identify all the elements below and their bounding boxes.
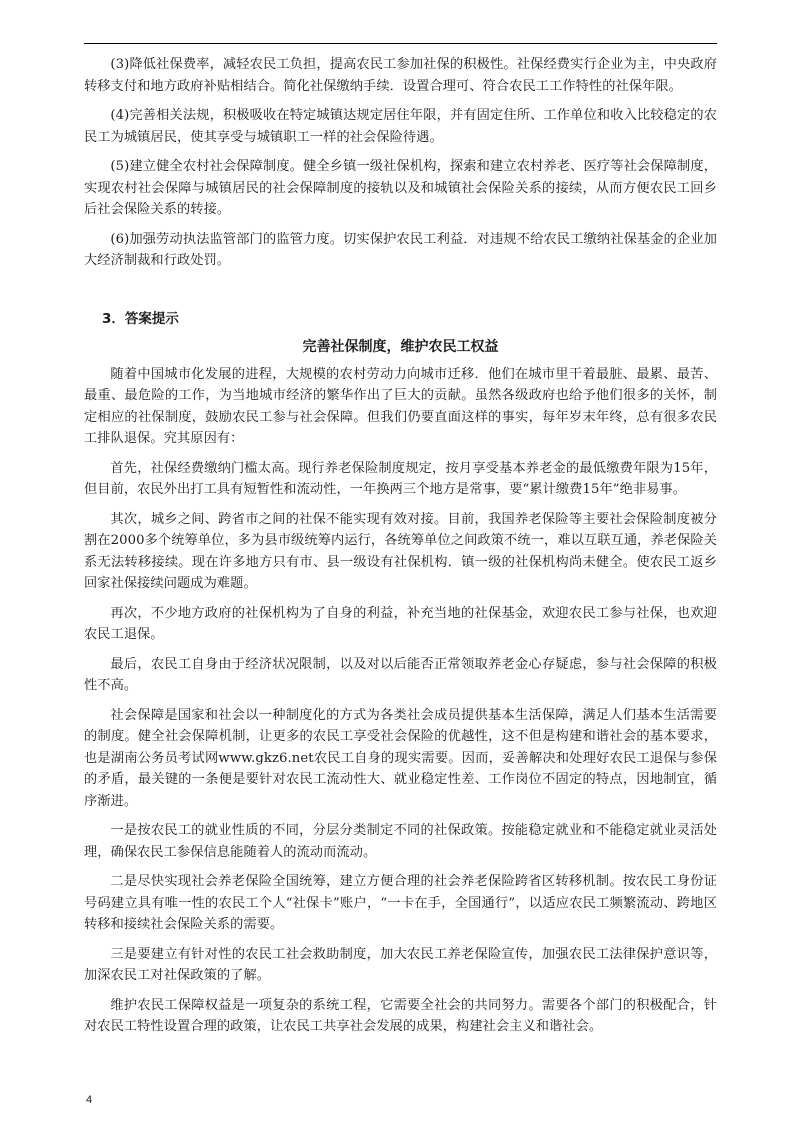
header-rule: [84, 43, 717, 44]
article-paragraph: 随着中国城市化发展的进程，大规模的农村劳动力向城市迁移．他们在城市里干着最脏、最累、最苦、最重、最危险的工作，为当地城市经济的繁华作出了巨大的贡献。虽然各级政府也给予他们很多的关怀，制定相应的社保制度，鼓励农民工参与社会保障。但我们仍要直面这样的事实，每年岁末年终，总有很多农民工排队退保。究其原因有：: [84, 366, 717, 446]
measure-paragraph: (4)完善相关法规，积极吸收在特定城镇达规定居住年限，并有固定住所、工作单位和收入比较稳定的农民工为城镇居民，使其享受与城镇职工一样的社会保险待遇。: [84, 108, 717, 145]
article-paragraph: 社会保障是国家和社会以一种制度化的方式为各类社会成员提供基本生活保障，满足人们基本生活需要的制度。健全社会保障机制，让更多的农民工享受社会保险的优越性，这不但是构建和谐社会的基本要求，也是湖南公务员考试网www.gkz6.net农民工自身的现实需要。因而，妥善解决和处理好农民工退保与参保的矛盾，最关键的一条便是要针对农民工流动性大、就业稳定性差、工作岗位不固定的特点，因地制宜，循序渐进。: [84, 707, 717, 809]
measure-paragraph: (3)降低社保费率，减轻农民工负担，提高农民工参加社保的积极性。社保经费实行企业为主，中央政府转移支付和地方政府补贴相结合。简化社保缴纳手续．设置合理可、符合农民工工作特性的社保年限。: [84, 57, 717, 94]
page-number: 4: [86, 1094, 93, 1106]
measure-paragraph: (6)加强劳动执法监管部门的监管力度。切实保护农民工利益．对违规不给农民工缴纳社保基金的企业加大经济制裁和行政处罚。: [84, 231, 717, 268]
document-body: [84, 54, 717, 1046]
article-paragraph: 再次，不少地方政府的社保机构为了自身的利益，补充当地的社保基金，欢迎农民工参与社保，也欢迎农民工退保。: [84, 605, 717, 642]
measure-paragraph: (5)建立健全农村社会保障制度。健全乡镇一级社保机构，探索和建立农村养老、医疗等社会保障制度，实现农村社会保障与城镇居民的社会保障制度的接轨以及和城镇社会保险关系的接续，从而方便农民工回乡后社会保险关系的转接。: [84, 159, 717, 217]
article-paragraph: 其次，城乡之间、跨省市之间的社保不能实现有效对接。目前，我国养老保险等主要社会保险制度被分割在2000多个统筹单位，多为县市级统筹内运行，各统筹单位之间政策不统一，难以互联互通，养老保险关系无法转移接续。现在许多地方只有市、县一级设有社保机构．镇一级的社保机构尚未健全。使农民工返乡回家社保接续问题成为难题。: [84, 511, 717, 591]
section-heading: 3．答案提示: [102, 310, 179, 327]
article-paragraph: 一是按农民工的就业性质的不同，分层分类制定不同的社保政策。按能稳定就业和不能稳定就业灵活处理，确保农民工参保信息能随着人的流动而流动。: [84, 823, 717, 860]
article-paragraph: 最后，农民工自身由于经济状况限制，以及对以后能否正常领取养老金心存疑虑，参与社会保障的积极性不高。: [84, 656, 717, 693]
article-paragraph: 三是要建立有针对性的农民工社会救助制度，加大农民工养老保险宣传，加强农民工法律保护意识等，加深农民工对社保政策的了解。: [84, 946, 717, 983]
article-paragraph: 维护农民工保障权益是一项复杂的系统工程，它需要全社会的共同努力。需要各个部门的积极配合，针对农民工特性设置合理的政策，让农民工共享社会发展的成果，构建社会主义和谐社会。: [84, 997, 717, 1034]
article-title: 完善社保制度，维护农民工权益: [302, 338, 499, 355]
article-paragraph: 首先，社保经费缴纳门槛太高。现行养老保险制度规定，按月享受基本养老金的最低缴费年限为15年，但目前，农民外出打工具有短暂性和流动性，一年换两三个地方是常事，要“累计缴费15年”绝非易事。: [84, 460, 717, 497]
article-paragraph: 二是尽快实现社会养老保险全国统筹，建立方便合理的社会养老保险跨省区转移机制。按农民工身份证号码建立具有唯一性的农民工个人“社保卡”账户，“一卡在手，全国通行”，以适应农民工频繁流动、跨地区转移和接续社会保险关系的需要。: [84, 874, 717, 932]
